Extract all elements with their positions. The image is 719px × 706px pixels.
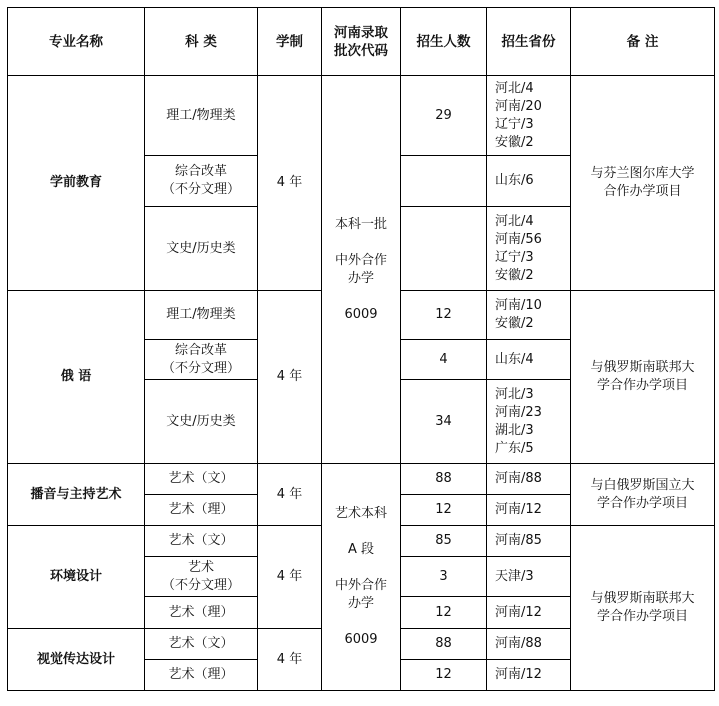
count-cell: 12 — [401, 597, 487, 629]
provinces-cell: 河南/88 — [487, 629, 571, 660]
count-cell: 3 — [401, 557, 487, 597]
category-cell: 理工/物理类 — [145, 76, 258, 156]
count-cell: 12 — [401, 660, 487, 691]
provinces-cell: 河北/4 河南/56 辽宁/3 安徽/2 — [487, 207, 571, 291]
header-notes: 备 注 — [571, 8, 715, 76]
provinces-cell: 河南/12 — [487, 597, 571, 629]
provinces-cell: 山东/6 — [487, 156, 571, 207]
duration-cell: 4 年 — [258, 291, 322, 464]
header-category: 科 类 — [145, 8, 258, 76]
notes-cell: 与俄罗斯南联邦大 学合作办学项目 — [571, 526, 715, 691]
batch-code-cell: 艺术本科 A 段 中外合作 办学 6009 — [322, 464, 401, 691]
category-cell: 文史/历史类 — [145, 207, 258, 291]
header-row — [8, 8, 715, 76]
category-cell: 艺术（文） — [145, 629, 258, 660]
header-batch-code: 河南录取 批次代码 — [322, 8, 401, 76]
count-cell — [401, 156, 487, 207]
enrollment-table — [7, 7, 715, 691]
count-cell: 12 — [401, 495, 487, 526]
provinces-cell: 河南/10 安徽/2 — [487, 291, 571, 340]
category-cell: 文史/历史类 — [145, 380, 258, 464]
notes-cell: 与白俄罗斯国立大 学合作办学项目 — [571, 464, 715, 526]
provinces-cell: 河北/4 河南/20 辽宁/3 安徽/2 — [487, 76, 571, 156]
provinces-cell: 天津/3 — [487, 557, 571, 597]
count-cell: 12 — [401, 291, 487, 340]
major-environment: 环境设计 — [8, 526, 145, 629]
provinces-cell: 河南/85 — [487, 526, 571, 557]
header-duration: 学制 — [258, 8, 322, 76]
provinces-cell: 河南/12 — [487, 660, 571, 691]
count-cell — [401, 207, 487, 291]
table-row — [8, 464, 715, 495]
count-cell: 4 — [401, 340, 487, 380]
provinces-cell: 河北/3 河南/23 湖北/3 广东/5 — [487, 380, 571, 464]
batch-code-cell: 本科一批 中外合作 办学 6009 — [322, 76, 401, 464]
provinces-cell: 山东/4 — [487, 340, 571, 380]
category-cell: 艺术（文） — [145, 526, 258, 557]
duration-cell: 4 年 — [258, 629, 322, 691]
count-cell: 88 — [401, 629, 487, 660]
major-visual-communication: 视觉传达设计 — [8, 629, 145, 691]
category-cell: 艺术 （不分文理） — [145, 557, 258, 597]
category-cell: 艺术（理） — [145, 660, 258, 691]
category-cell: 理工/物理类 — [145, 291, 258, 340]
table-row — [8, 76, 715, 156]
provinces-cell: 河南/88 — [487, 464, 571, 495]
count-cell: 88 — [401, 464, 487, 495]
provinces-cell: 河南/12 — [487, 495, 571, 526]
count-cell: 34 — [401, 380, 487, 464]
category-cell: 艺术（理） — [145, 495, 258, 526]
header-provinces: 招生省份 — [487, 8, 571, 76]
duration-cell: 4 年 — [258, 526, 322, 629]
category-cell: 艺术（文） — [145, 464, 258, 495]
duration-cell: 4 年 — [258, 76, 322, 291]
notes-cell: 与俄罗斯南联邦大 学合作办学项目 — [571, 291, 715, 464]
count-cell: 85 — [401, 526, 487, 557]
header-count: 招生人数 — [401, 8, 487, 76]
category-cell: 综合改革 （不分文理） — [145, 156, 258, 207]
notes-cell: 与芬兰图尔库大学 合作办学项目 — [571, 76, 715, 291]
header-major: 专业名称 — [8, 8, 145, 76]
category-cell: 艺术（理） — [145, 597, 258, 629]
duration-cell: 4 年 — [258, 464, 322, 526]
category-cell: 综合改革 （不分文理） — [145, 340, 258, 380]
count-cell: 29 — [401, 76, 487, 156]
major-russian: 俄 语 — [8, 291, 145, 464]
major-preschool: 学前教育 — [8, 76, 145, 291]
major-broadcast: 播音与主持艺术 — [8, 464, 145, 526]
